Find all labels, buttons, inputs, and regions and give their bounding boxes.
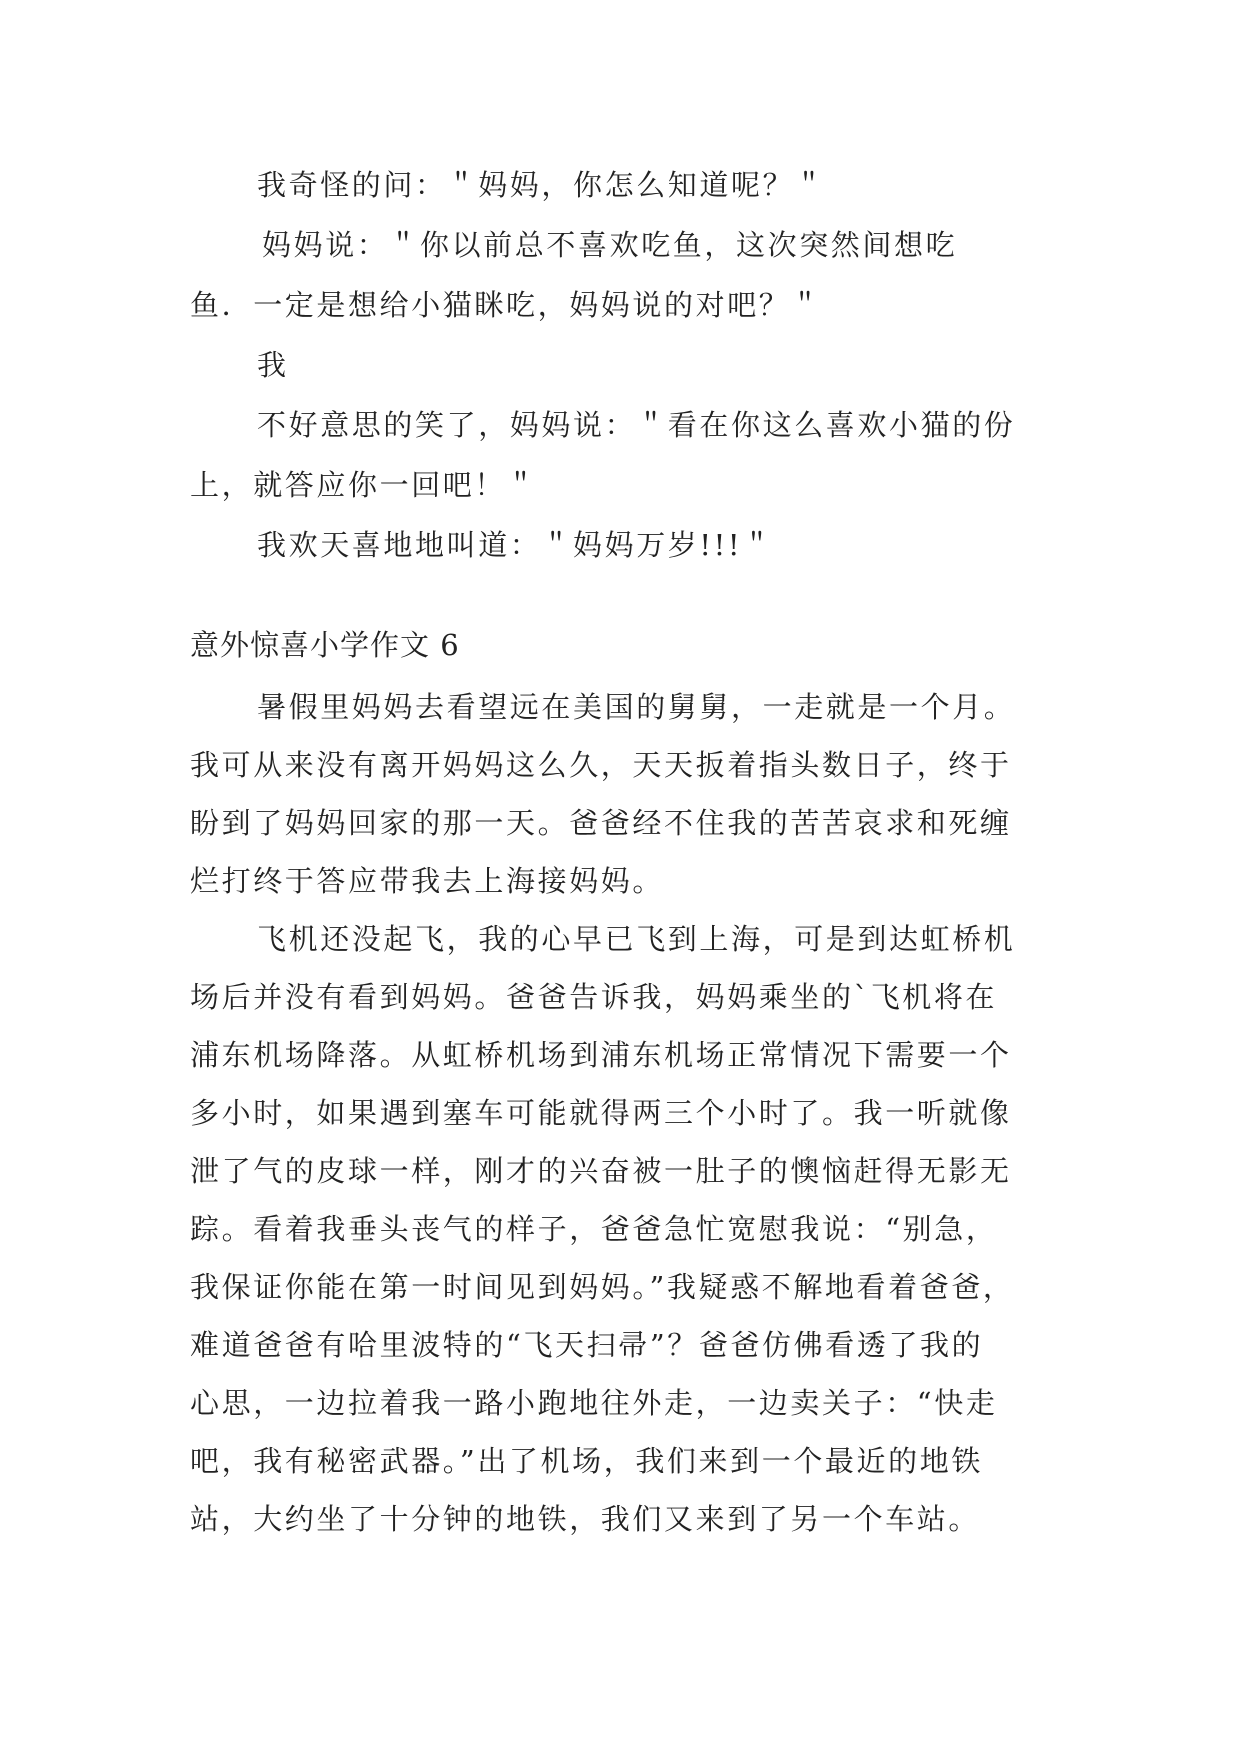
paragraph-line: 盼到了妈妈回家的那一天。爸爸经不住我的苦苦哀求和死缠	[190, 806, 1012, 840]
paragraph-line: 难道爸爸有哈里波特的“飞天扫帚”？爸爸仿佛看透了我的	[190, 1328, 984, 1362]
paragraph-line: 我欢天喜地地叫道：＂妈妈万岁!!!＂	[257, 528, 774, 562]
paragraph-line: 鱼．一定是想给小猫眯吃，妈妈说的对吧？＂	[190, 288, 823, 322]
paragraph-line: 心思，一边拉着我一路小跑地往外走，一边卖关子：“快走	[190, 1386, 998, 1420]
paragraph-line: 飞机还没起飞，我的心早已飞到上海，可是到达虹桥机	[257, 922, 1016, 956]
paragraph-line: 站，大约坐了十分钟的地铁，我们又来到了另一个车站。	[190, 1502, 981, 1536]
paragraph-line: 我保证你能在第一时间见到妈妈。”我疑惑不解地看着爸爸，	[190, 1270, 1015, 1304]
paragraph-line: 浦东机场降落。从虹桥机场到浦东机场正常情况下需要一个	[190, 1038, 1012, 1072]
paragraph-line: 暑假里妈妈去看望远在美国的舅舅，一走就是一个月。	[257, 690, 1016, 724]
paragraph-line: 不好意思的笑了，妈妈说：＂看在你这么喜欢小猫的份	[257, 408, 1016, 442]
paragraph-line: 多小时，如果遇到塞车可能就得两三个小时了。我一听就像	[190, 1096, 1012, 1130]
paragraph-line: 烂打终于答应带我去上海接妈妈。	[190, 864, 665, 898]
paragraph-line: 踪。看着我垂头丧气的样子，爸爸急忙宽慰我说：“别急，	[190, 1212, 998, 1246]
paragraph-line: 上，就答应你一回吧！＂	[190, 468, 538, 502]
section-title: 意外惊喜小学作文 6	[190, 628, 460, 662]
paragraph-line: 妈妈说：＂你以前总不喜欢吃鱼，这次突然间想吃	[262, 228, 958, 262]
paragraph-line: 场后并没有看到妈妈。爸爸告诉我，妈妈乘坐的`飞机将在	[190, 980, 998, 1014]
paragraph-line: 吧，我有秘密武器。”出了机场，我们来到一个最近的地铁	[190, 1444, 983, 1478]
paragraph-line: 我奇怪的问：＂妈妈，你怎么知道呢？＂	[257, 168, 826, 202]
paragraph-line: 泄了气的皮球一样，刚才的兴奋被一肚子的懊恼赶得无影无	[190, 1154, 1012, 1188]
paragraph-line: 我	[257, 348, 289, 382]
paragraph-line: 我可从来没有离开妈妈这么久，天天扳着指头数日子，终于	[190, 748, 1012, 782]
